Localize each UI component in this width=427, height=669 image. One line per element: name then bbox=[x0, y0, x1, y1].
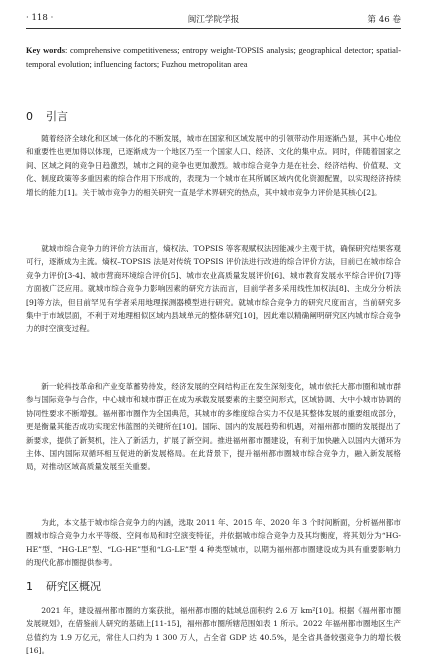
paragraph-5: 2021 年，建设福州都市圈的方案获批，福州都市圈的陆域总面积约 2.6 万 km²[10]。根据《福州都市圈发展规划》，在借鉴前人研究的基础上[11-15]，福州都市圈所辖范围如表 1 所示。2022 年福州都市圈地区生产总值约为 1.9 万亿元，常住人口约为 1 300 万人，占全省 GDP 达 40.5%，是全省具备较强竞争力的增长极[16]。 bbox=[26, 606, 401, 656]
journal-name: 闽江学院学报 bbox=[187, 15, 240, 25]
section-title: 研究区概况 bbox=[46, 580, 101, 593]
keywords-block bbox=[26, 44, 401, 71]
paragraph-2: 就城市综合竞争力的评价方法而言，熵权法、TOPSIS 等客观赋权法因能减少主观干扰，确保研究结果客观可行，逐渐成为主流。熵权–TOPSIS 法是对传统 TOPSIS 评价法进行改进的综合评价方法，目前已在城市综合竞争力评价[3-4]、城市营商环境综合评价[5]、城市农业高质量发展评价[6]、城市教育发展水平综合评价[7]等方面被广泛应用。就城市综合竞争力影响因素的研究方法而言，目前学者多采用线性加权法[8]、主成分分析法[9]等方法，但目前罕见有学者采用地理探测器模型进行研究。就城市综合竞争力的研究尺度而言，当前研究多集中于市域层面，不利于对地理相似区域内县域单元的整体研究[10]，因此难以精确阐明研究区内城市综合竞争力的时空演变过程。 bbox=[26, 244, 401, 334]
page-number: · 118 · bbox=[26, 13, 54, 23]
keywords-text: : comprehensive competitiveness; entropy weight-TOPSIS analysis; geographical detector; spatial-temporal evolution; influencing factors; Fuzhou metropolitan area bbox=[26, 46, 401, 69]
running-header bbox=[26, 10, 401, 29]
section-number: 0 bbox=[26, 110, 33, 123]
paragraph-4: 为此，本文基于城市综合竞争力的内涵，选取 2011 年、2015 年、2020 年 3 个时间断面，分析福州都市圈城市综合竞争力水平等级、空间布局和时空演变特征，并依据城市综合竞争力及其均衡度，将其划分为“HG-HE”型、“HG-LE”型、“LG-HE”型和“LG-LE”型 4 种类型城市，以期为福州都市圈建设成为具有重要影响力的现代化都市圈提供参考。 bbox=[26, 518, 401, 568]
paragraph-3: 新一轮科技革命和产业变革蓄势待发，经济发展的空间结构正在发生深刻变化，城市依托大都市圈和城市群参与国际竞争与合作，中心城市和城市群正在成为承载发展要素的主要空间形式，区域协调、大中小城市协调的协同性要求不断增强。福州都市圈作为全国典范，其城市的多维度综合实力不仅是其整体发展的重要组成部分，更是衡量其能否成功实现宏伟蓝图的关键所在[10]。国际、国内的发展趋势和机遇，对福州都市圈的发展提出了新要求，提供了新契机，注入了新活力，扩展了新空间。推进福州都市圈建设，有利于加快融入以国内大循环为主体、国内国际双循环相互促进的新发展格局。在此背景下，提升福州都市圈城市综合竞争力，融入新发展格局，对推动区域高质量发展至关重要。 bbox=[26, 382, 401, 472]
volume-label: 第 46 卷 bbox=[367, 15, 401, 25]
paragraph-1: 随着经济全球化和区域一体化的不断发展，城市在国家和区域发展中的引领带动作用逐渐凸显，其中心地位和重要性也更加得以体现，已逐渐成为一个地区乃至一个国家人口、经济、文化的集中点。同时，伴随着国家之间、区域之间的竞争日趋激烈，城市之间的竞争也更加激烈。城市综合竞争力是在社会、经济结构、价值观、文化、制度政策等多重因素的综合作用下形成的，表现为一个城市在其所属区域内优化资源配置，以实现经济持续增长的能力[1]。关于城市竞争力的相关研究一直是学术界研究的热点，其中城市竞争力评价是其核心[2]。 bbox=[26, 134, 401, 197]
section-number: 1 bbox=[26, 580, 33, 593]
keywords-label: Key words bbox=[26, 46, 65, 55]
section-heading-study-area bbox=[26, 578, 101, 594]
section-title: 引言 bbox=[46, 110, 68, 123]
section-heading-intro bbox=[26, 108, 68, 124]
